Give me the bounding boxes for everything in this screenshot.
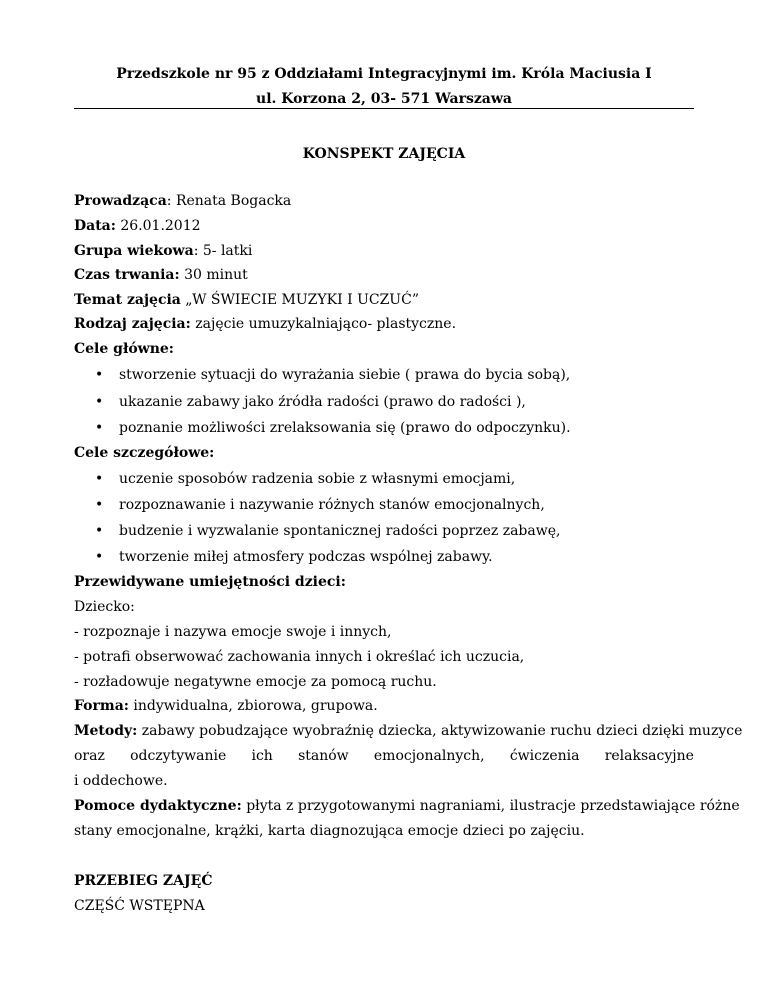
bullet-icon	[95, 470, 103, 488]
methods-word: oraz	[74, 748, 105, 764]
main-goal-item: poznanie możliwości zrelaksowania się (prawo do odpoczynku).	[119, 420, 571, 436]
skill-item: - rozpoznaje i nazywa emocje swoje i innych,	[74, 624, 392, 640]
detailed-goal-item: rozpoznawanie i nazywanie różnych stanów emocjonalnych,	[119, 497, 545, 513]
detailed-goal-item: tworzenie miłej atmosfery podczas wspólnej zabawy.	[119, 549, 493, 565]
bullet-icon	[95, 419, 103, 437]
methods-word: emocjonalnych,	[373, 748, 485, 764]
duration-line: Czas trwania: 30 minut	[74, 267, 248, 283]
bullet-icon	[95, 496, 103, 514]
main-goal-item: ukazanie zabawy jako źródła radości (prawo do radości ),	[119, 394, 526, 410]
main-goal-item: stworzenie sytuacji do wyrażania siebie ( prawa do bycia sobą),	[119, 367, 571, 383]
detailed-goal-item: budzenie i wyzwalanie spontanicznej radości poprzez zabawę,	[119, 523, 561, 539]
school-address: ul. Korzona 2, 03- 571 Warszawa	[256, 91, 512, 107]
methods-line-end: i oddechowe.	[74, 773, 168, 789]
skills-intro: Dziecko:	[74, 599, 135, 615]
bullet-icon	[95, 366, 103, 384]
course-part: CZĘŚĆ WSTĘPNA	[74, 898, 205, 914]
school-name: Przedszkole nr 95 z Oddziałami Integracyjnymi im. Króla Maciusia I	[116, 66, 652, 82]
aids-line: Pomoce dydaktyczne: płyta z przygotowanymi nagraniami, ilustracje przedstawiające różne	[74, 798, 740, 814]
main-goals-heading: Cele główne:	[74, 341, 174, 357]
form-line: Forma: indywidualna, zbiorowa, grupowa.	[74, 698, 378, 714]
topic-line: Temat zajęcia „W ŚWIECIE MUZYKI I UCZUĆ”	[74, 292, 419, 308]
methods-word: stanów	[298, 748, 349, 764]
type-line: Rodzaj zajęcia: zajęcie umuzykalniająco- plastyczne.	[74, 316, 457, 332]
bullet-icon	[95, 522, 103, 540]
methods-word: relaksacyjne	[604, 748, 694, 764]
methods-line: Metody: zabawy pobudzające wyobraźnię dziecka, aktywizowanie ruchu dzieci dzięki muzyce	[74, 723, 743, 739]
methods-word: odczytywanie	[130, 748, 227, 764]
detailed-goals-heading: Cele szczegółowe:	[74, 445, 215, 461]
teacher-line: Prowadząca: Renata Bogacka	[74, 193, 292, 209]
detailed-goal-item: uczenie sposobów radzenia sobie z własnymi emocjami,	[119, 471, 516, 487]
age-group-line: Grupa wiekowa: 5- latki	[74, 243, 253, 259]
bullet-icon	[95, 393, 103, 411]
skills-heading: Przewidywane umiejętności dzieci:	[74, 574, 346, 590]
bullet-icon	[95, 548, 103, 566]
date-line: Data: 26.01.2012	[74, 218, 201, 234]
methods-word: ich	[251, 748, 273, 764]
methods-word: ćwiczenia	[509, 748, 580, 764]
aids-line-end: stany emocjonalne, krążki, karta diagnozująca emocje dzieci po zajęciu.	[74, 823, 585, 839]
header-divider	[74, 108, 694, 109]
skill-item: - rozładowuje negatywne emocje za pomocą ruchu.	[74, 674, 437, 690]
methods-justified-line	[74, 747, 694, 765]
course-heading: PRZEBIEG ZAJĘĆ	[74, 873, 213, 889]
document-title: KONSPEKT ZAJĘCIA	[302, 146, 466, 162]
skill-item: - potrafi obserwować zachowania innych i określać ich uczucia,	[74, 649, 525, 665]
